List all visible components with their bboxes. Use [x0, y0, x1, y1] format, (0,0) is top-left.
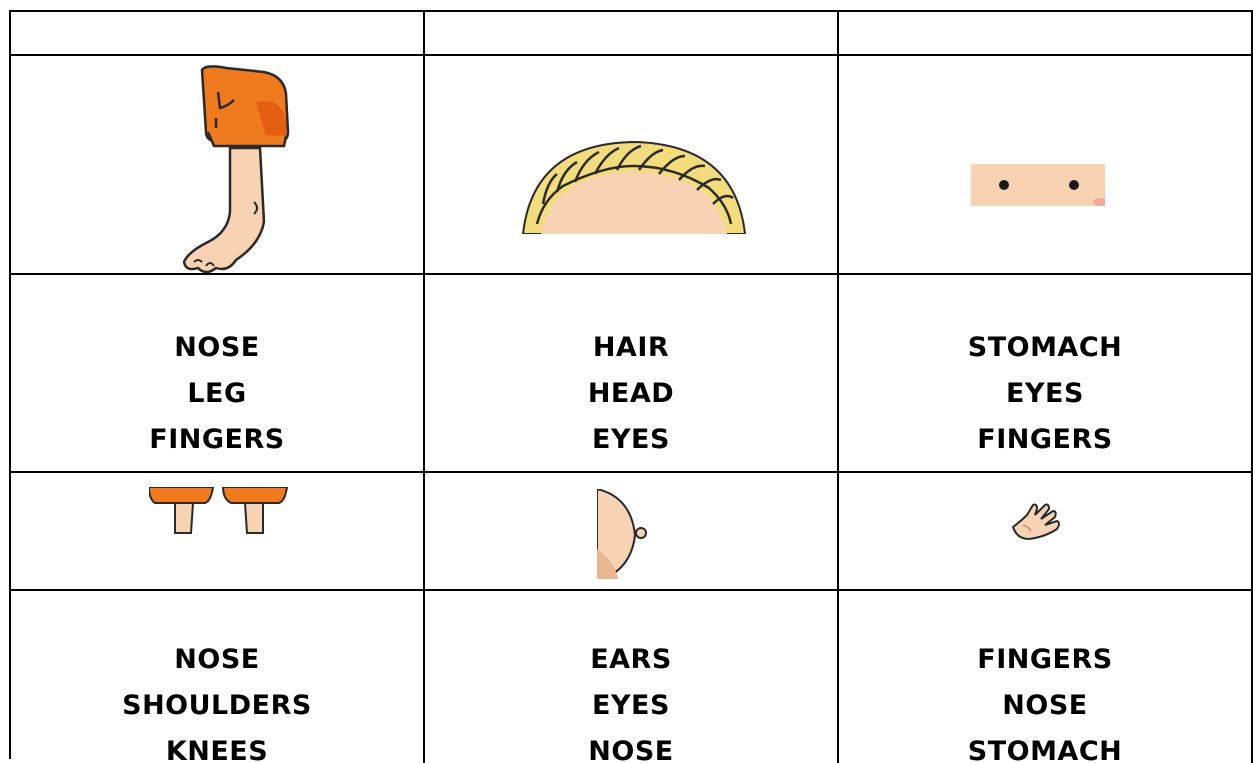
- word-list: [11, 325, 423, 463]
- header-cell: [11, 12, 425, 56]
- options-cell: [11, 591, 425, 763]
- options-cell: [425, 275, 839, 473]
- word-list: [11, 637, 423, 763]
- header-cell: [839, 12, 1253, 56]
- word-option[interactable]: FINGERS: [977, 424, 1113, 455]
- word-option[interactable]: NOSE: [588, 736, 674, 763]
- word-option[interactable]: STOMACH: [967, 736, 1123, 763]
- options-row-2: [11, 591, 1253, 763]
- hand-fingers-icon: [1011, 501, 1067, 541]
- options-row-1: [11, 275, 1253, 473]
- ear-icon: [597, 489, 657, 579]
- worksheet-table: [9, 10, 1253, 763]
- pictures-row-2: [11, 473, 1253, 591]
- word-option[interactable]: LEG: [187, 378, 247, 409]
- word-option[interactable]: FINGERS: [149, 424, 285, 455]
- word-option[interactable]: STOMACH: [967, 332, 1123, 363]
- word-option[interactable]: FINGERS: [977, 644, 1113, 675]
- pictures-row-1: [11, 56, 1253, 275]
- word-option[interactable]: NOSE: [174, 332, 260, 363]
- word-option[interactable]: EYES: [1006, 378, 1084, 409]
- hair-on-head-icon: [513, 134, 753, 234]
- options-cell: [839, 275, 1253, 473]
- eyes-icon: [971, 164, 1105, 206]
- word-option[interactable]: SHOULDERS: [122, 690, 312, 721]
- word-list: [839, 325, 1251, 463]
- picture-cell: [839, 473, 1253, 591]
- word-list: [425, 637, 837, 763]
- word-option[interactable]: HAIR: [592, 332, 670, 363]
- word-option[interactable]: EYES: [592, 424, 670, 455]
- word-list: [839, 637, 1251, 763]
- word-list: [425, 325, 837, 463]
- word-option[interactable]: KNEES: [165, 736, 269, 763]
- picture-cell: [425, 56, 839, 275]
- word-option[interactable]: EYES: [592, 690, 670, 721]
- word-option[interactable]: NOSE: [174, 644, 260, 675]
- picture-cell: [11, 56, 425, 275]
- word-option[interactable]: EARS: [590, 644, 672, 675]
- header-row: [11, 12, 1253, 56]
- options-cell: [425, 591, 839, 763]
- word-option[interactable]: NOSE: [1002, 690, 1088, 721]
- picture-cell: [839, 56, 1253, 275]
- picture-cell: [425, 473, 839, 591]
- options-cell: [11, 275, 425, 473]
- knees-icon: [149, 487, 289, 537]
- word-option[interactable]: HEAD: [587, 378, 675, 409]
- picture-cell: [11, 473, 425, 591]
- header-cell: [425, 12, 839, 56]
- options-cell: [839, 591, 1253, 763]
- leg-with-shorts-icon: [136, 62, 296, 275]
